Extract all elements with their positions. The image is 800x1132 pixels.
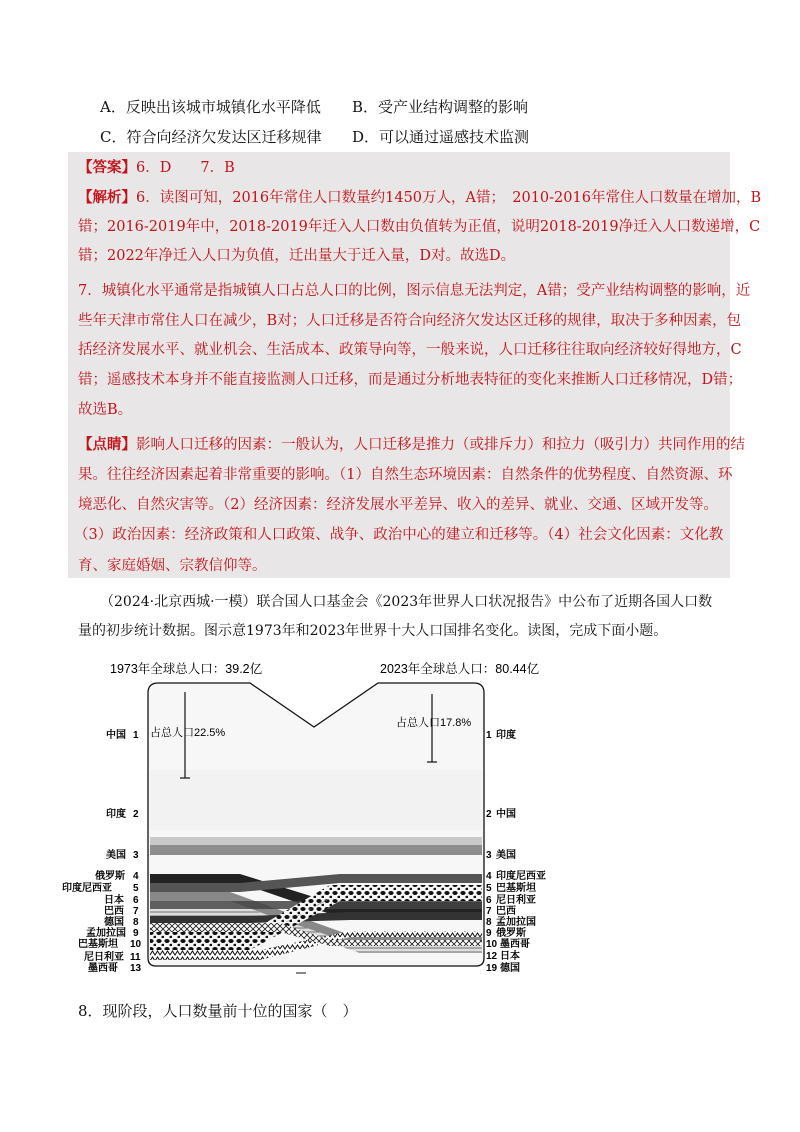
left-rank-8: 9: [133, 928, 139, 939]
analysis-text-0: 6．读图可知，2016年常住人口数量约1450万人，A错； 2010-2016年常住人口数量在增加，B: [136, 190, 762, 206]
left-name-4: 印度尼西亚: [62, 883, 112, 894]
right-name-0: 印度: [496, 730, 516, 741]
right-name-8: 俄罗斯: [496, 928, 526, 939]
left-rank-labels: [62, 728, 142, 974]
option-a: A．反映出该城市城镇化水平降低: [100, 98, 321, 116]
question-8: 8．现阶段，人口数量前十位的国家（ ）: [78, 1002, 358, 1020]
left-rank-7: 8: [133, 917, 139, 928]
option-c: C．符合向经济欠发达区迁移规律: [100, 128, 322, 146]
left-name-5: 日本: [104, 895, 124, 906]
right-rank-4: 5: [486, 883, 492, 894]
right-rank-2: 3: [486, 850, 492, 861]
tip-line-4: （3）政治因素：经济政策和人口政策、战争、政治中心的建立和迁移等。（4）社会文化因素：文化教: [74, 527, 724, 543]
analysis-line-8: 故选B。: [78, 402, 133, 418]
analysis-line-7: 错；遥感技术本身并不能直接监测人口迁移，而是通过分析地表特征的变化来推断人口迁移情况，D错；: [78, 372, 743, 388]
right-rank-8: 9: [486, 928, 492, 939]
analysis-line-6: 括经济发展水平、就业机会、生活成本、政策导向等，一般来说，人口迁移往往取向经济较好得地方，C: [78, 342, 742, 358]
left-rank-0: 1: [133, 730, 139, 741]
tip-line-3: 境恶化、自然灾害等。（2）经济因素：经济发展水平差异、收入的差异、就业、交通、区域开发等。: [78, 497, 718, 513]
left-name-6: 巴西: [104, 906, 124, 917]
right-rank-3: 4: [486, 871, 492, 882]
left-rank-1: 2: [133, 809, 139, 820]
left-name-9: 巴基斯坦: [78, 939, 118, 950]
top-shading: [150, 770, 482, 830]
left-rank-4: 5: [133, 883, 139, 894]
left-name-2: 美国: [106, 850, 126, 861]
band-usa: [150, 837, 482, 845]
analysis-line-5: 些年天津市常住人口在减少，B对；人口迁移是否符合向经济欠发达区迁移的规律，取决于多种因素，包: [78, 313, 742, 329]
left-name-7: 德国: [104, 917, 124, 928]
left-name-10: 尼日利亚: [84, 952, 124, 963]
right-rank-1: 2: [486, 809, 492, 820]
tip-line-5: 育、家庭婚姻、宗教信仰等。: [78, 558, 267, 574]
population-ranking-figure: [62, 650, 560, 982]
right-rank-10: 12: [486, 951, 498, 962]
right-name-6: 巴西: [496, 906, 516, 917]
right-rank-5: 6: [486, 895, 492, 906]
analysis-line-3: 错；2022年净迁入人口为负值，迁出量大于迁入量，D对。故选D。: [78, 248, 516, 264]
left-rank-5: 6: [133, 895, 139, 906]
right-rank-11: 19: [486, 963, 498, 974]
right-rank-9: 10: [486, 939, 498, 950]
answer-line: [78, 158, 235, 178]
left-name-1: 印度: [106, 809, 126, 820]
tip-line-1: [78, 435, 745, 455]
right-name-9: 墨西哥: [500, 939, 530, 950]
analysis-line-4: 7．城镇化水平通常是指城镇人口占总人口的比例，图示信息无法判定，A错；受产业结构调整的影响，近: [78, 283, 751, 299]
option-b: B．受产业结构调整的影响: [352, 98, 529, 116]
analysis-line-1: [78, 188, 761, 208]
analysis-line-2: 错；2016-2019年中，2018-2019年迁入人口数由负值转为正值，说明2018-2019净迁入人口数递增，C: [78, 219, 761, 235]
right-name-10: 日本: [500, 951, 520, 962]
answer-text: 6．D 7．B: [136, 160, 235, 176]
right-name-3: 印度尼西亚: [496, 871, 546, 882]
right-share-label: 占总人口17.8%: [396, 717, 472, 729]
right-rank-6: 7: [486, 906, 492, 917]
left-rank-11: 13: [130, 963, 142, 974]
left-rank-6: 7: [133, 906, 139, 917]
left-name-0: 中国: [106, 730, 126, 741]
left-name-11: 墨西哥: [88, 963, 118, 974]
tip-line-2: 果。往往经济因素起着非常重要的影响。（1）自然生态环境因素：自然条件的优势程度、自然资源、环: [78, 467, 733, 483]
left-rank-3: 4: [133, 871, 139, 882]
analysis-label: 【解析】: [78, 189, 136, 206]
right-title: 2023年全球总人口：80.44亿: [380, 662, 540, 676]
answer-label: 【答案】: [78, 159, 136, 176]
left-rank-2: 3: [133, 850, 139, 861]
right-name-4: 巴基斯坦: [496, 883, 536, 894]
tip-label: 【点睛】: [78, 436, 136, 453]
right-rank-7: 8: [486, 917, 492, 928]
option-d: D．可以通过遥感技术监测: [352, 128, 530, 146]
intro-line-1: （2024·北京西城·一模）联合国人口基金会《2023年世界人口状况报告》中公布了近期各国人口数: [100, 594, 713, 610]
right-rank-labels: [486, 728, 546, 974]
right-name-1: 中国: [496, 809, 516, 820]
right-rank-0: 1: [486, 730, 492, 741]
right-name-11: 德国: [500, 963, 520, 974]
tip-text-0: 影响人口迁移的因素：一般认为，人口迁移是推力（或排斥力）和拉力（吸引力）共同作用的结: [136, 437, 745, 453]
intro-line-2: 量的初步统计数据。图示意1973年和2023年世界十大人口国排名变化。读图，完成下面小题。: [78, 623, 668, 639]
left-rank-9: 10: [130, 939, 142, 950]
left-rank-10: 11: [130, 952, 141, 963]
left-name-3: 俄罗斯: [95, 871, 125, 882]
left-share-label: 占总人口22.5%: [150, 727, 226, 739]
left-name-8: 孟加拉国: [86, 928, 126, 939]
right-name-7: 孟加拉国: [496, 917, 536, 928]
right-name-2: 美国: [496, 850, 516, 861]
band-usa-2: [150, 845, 482, 855]
right-name-5: 尼日利亚: [496, 895, 536, 906]
left-title: 1973年全球总人口：39.2亿: [110, 662, 263, 676]
